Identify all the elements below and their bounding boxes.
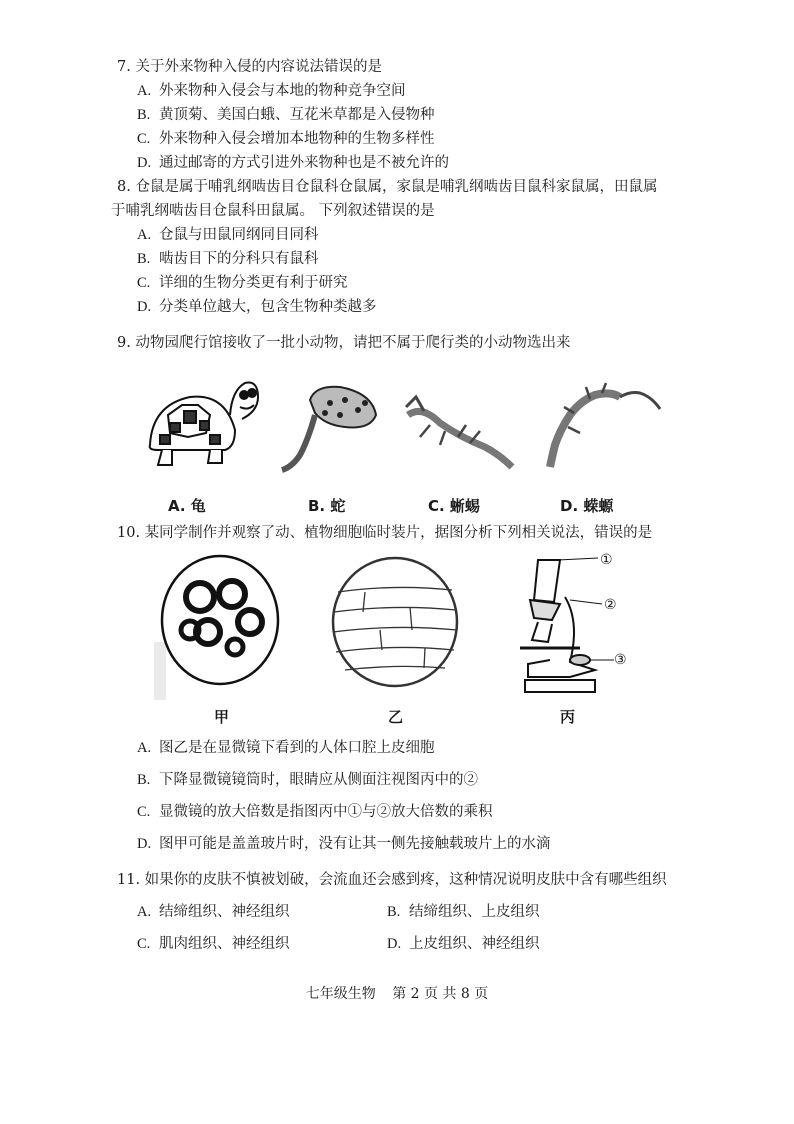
q7-option-d: D. 通过邮寄的方式引进外来物种也是不被允许的 [137, 155, 449, 171]
q8-stem-line2: 于哺乳纲啮齿目仓鼠科田鼠属。 下列叙述错误的是 [111, 203, 435, 219]
q10-caption-yi: 乙 [388, 708, 404, 726]
salamander-image [550, 383, 660, 467]
q10-option-b: B. 下降显微镜镜筒时，眼睛应从侧面注视图丙中的② [137, 772, 478, 788]
q11-option-b: B. 结缔组织、上皮组织 [387, 904, 540, 920]
bubbles-cell-view [154, 556, 278, 700]
q10-option-d: D. 图甲可能是盖盖玻片时，没有让其一侧先接触载玻片上的水滴 [137, 836, 551, 852]
q7-option-a: A. 外来物种入侵会与本地的物种竞争空间 [137, 83, 406, 99]
q8-option-c: C. 详细的生物分类更有利于研究 [137, 275, 348, 291]
q9-caption-c: C. 蜥蜴 [428, 497, 480, 515]
q10-option-c: C. 显微镜的放大倍数是指图丙中①与②放大倍数的乘积 [137, 804, 493, 820]
q9-caption-d: D. 蝾螈 [560, 497, 614, 515]
q8-option-a: A. 仓鼠与田鼠同纲同目同科 [137, 227, 319, 243]
q8-stem-line1: 8. 仓鼠是属于哺乳纲啮齿目仓鼠科仓鼠属，家鼠是哺乳纲啮齿目鼠科家鼠属，田鼠属 [117, 179, 658, 195]
footer-page-number: 第 2 页 共 8 页 [392, 986, 489, 1002]
q10-caption-bing: 丙 [560, 708, 576, 726]
q7-option-b: B. 黄顶菊、美国白蛾、互花米草都是入侵物种 [137, 107, 435, 123]
snake-image [282, 387, 376, 470]
q8-option-b: B. 啮齿目下的分科只有鼠科 [137, 251, 319, 267]
microscope-marker-2: ② [604, 597, 617, 613]
microscope-marker-3: ③ [614, 652, 627, 668]
q11-option-a: A. 结缔组织、神经组织 [137, 904, 290, 920]
q7-stem: 7. 关于外来物种入侵的内容说法错误的是 [117, 59, 382, 75]
q11-option-c: C. 肌肉组织、神经组织 [137, 936, 290, 952]
q9-caption-b: B. 蛇 [308, 497, 346, 515]
lizard-image [406, 397, 512, 467]
q10-option-a: A. 图乙是在显微镜下看到的人体口腔上皮细胞 [137, 740, 435, 756]
q8-option-d: D. 分类单位越大，包含生物种类越多 [137, 299, 377, 315]
q7-option-c: C. 外来物种入侵会增加本地物种的生物多样性 [137, 131, 435, 147]
q10-caption-jia: 甲 [214, 708, 230, 726]
q10-cells-microscope-figure [150, 552, 650, 700]
microscope-diagram [520, 558, 614, 692]
q9-stem: 9. 动物园爬行馆接收了一批小动物，请把不属于爬行类的小动物选出来 [117, 335, 571, 351]
q10-stem: 10. 某同学制作并观察了动、植物细胞临时装片，据图分析下列相关说法，错误的是 [117, 525, 653, 541]
q9-caption-a: A. 龟 [168, 497, 206, 515]
turtle-image [150, 383, 258, 465]
q11-option-d: D. 上皮组织、神经组织 [387, 936, 540, 952]
plant-cell-view [333, 558, 457, 686]
footer-subject: 七年级生物 [305, 986, 376, 1002]
microscope-marker-1: ① [600, 552, 613, 568]
q11-stem: 11. 如果你的皮肤不慎被划破，会流血还会感到疼，这种情况说明皮肤中含有哪些组织 [117, 872, 667, 888]
q9-animals-figure [140, 375, 670, 475]
page-footer [0, 983, 794, 1003]
